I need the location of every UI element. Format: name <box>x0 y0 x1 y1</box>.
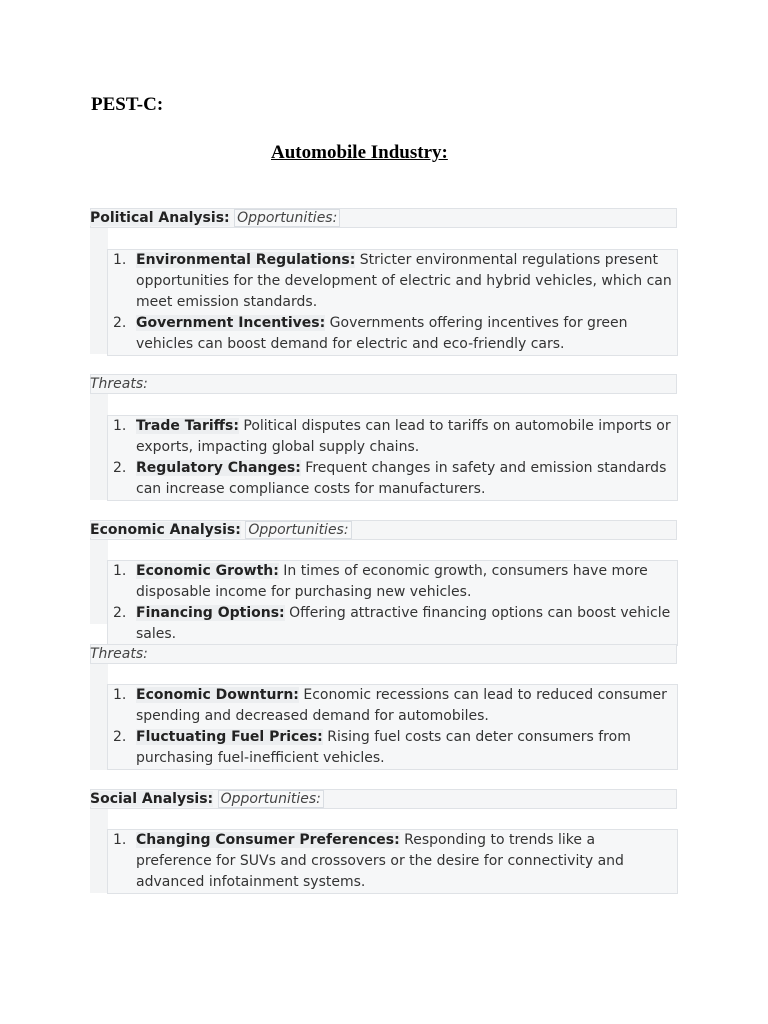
list-margin-shade <box>90 228 108 354</box>
economic-threats-list <box>107 684 678 770</box>
list-item <box>108 561 677 603</box>
item-term: Financing Options: <box>136 605 285 621</box>
social-analysis-heading <box>90 788 324 810</box>
list-number: 1. <box>113 563 127 579</box>
list-item <box>108 313 677 355</box>
list-number: 1. <box>113 252 127 268</box>
list-number: 2. <box>113 605 127 621</box>
list-item <box>108 685 677 727</box>
list-number: 2. <box>113 315 127 331</box>
item-text: Rising fuel costs can deter consumers from purchasing fuel-inefficient vehicles. <box>136 729 631 766</box>
item-text: Stricter environmental regulations present opportunities for the development of electric and hybrid vehicles, which can meet emission standards. <box>136 252 672 310</box>
item-text: In times of economic growth, consumers have more disposable income for purchasing new vehicles. <box>136 563 648 600</box>
economic-opportunities-list <box>107 560 678 646</box>
item-term: Regulatory Changes: <box>136 460 301 476</box>
list-item <box>108 416 677 458</box>
political-threats-heading <box>90 373 148 395</box>
list-margin-shade <box>90 664 108 770</box>
list-number: 1. <box>113 687 127 703</box>
document-subtitle: Automobile Industry: <box>271 142 448 163</box>
threats-label: Threats: <box>90 646 148 662</box>
section-heading: Economic Analysis: <box>90 522 241 538</box>
item-text: Frequent changes in safety and emission standards can increase compliance costs for manufacturers. <box>136 460 667 497</box>
opportunities-label: Opportunities: <box>218 790 324 808</box>
political-opportunities-list <box>107 249 678 356</box>
list-number: 2. <box>113 460 127 476</box>
section-heading: Political Analysis: <box>90 210 230 226</box>
list-number: 1. <box>113 418 127 434</box>
list-item <box>108 250 677 313</box>
item-text: Economic recessions can lead to reduced consumer spending and decreased demand for automobiles. <box>136 687 667 724</box>
threats-label: Threats: <box>90 376 148 392</box>
item-term: Changing Consumer Preferences: <box>136 832 400 848</box>
list-number: 2. <box>113 729 127 745</box>
item-term: Environmental Regulations: <box>136 252 356 268</box>
opportunities-label: Opportunities: <box>245 521 351 539</box>
opportunities-label: Opportunities: <box>234 209 340 227</box>
social-opportunities-list <box>107 829 678 894</box>
item-term: Fluctuating Fuel Prices: <box>136 729 323 745</box>
list-margin-shade <box>90 809 108 893</box>
threats-strip <box>90 644 677 664</box>
item-term: Economic Growth: <box>136 563 279 579</box>
threats-strip <box>90 374 677 394</box>
item-text: Responding to trends like a preference for SUVs and crossovers or the desire for connectivity and advanced infotainment systems. <box>136 832 624 890</box>
section-heading: Social Analysis: <box>90 791 214 807</box>
item-text: Political disputes can lead to tariffs on automobile imports or exports, impacting global supply chains. <box>136 418 671 455</box>
political-threats-list <box>107 415 678 501</box>
list-item <box>108 458 677 500</box>
item-term: Trade Tariffs: <box>136 418 239 434</box>
document-title: PEST-C: <box>91 94 164 115</box>
economic-threats-heading <box>90 643 148 665</box>
list-item <box>108 727 677 769</box>
item-term: Economic Downturn: <box>136 687 299 703</box>
list-item <box>108 830 677 893</box>
economic-analysis-heading <box>90 519 352 541</box>
political-analysis-heading <box>90 207 340 229</box>
item-term: Government Incentives: <box>136 315 326 331</box>
list-margin-shade <box>90 394 108 500</box>
list-item <box>108 603 677 645</box>
list-margin-shade <box>90 540 108 624</box>
item-text: Offering attractive financing options can boost vehicle sales. <box>136 605 671 642</box>
item-text: Governments offering incentives for green vehicles can boost demand for electric and eco-friendly cars. <box>136 315 628 352</box>
list-number: 1. <box>113 832 127 848</box>
